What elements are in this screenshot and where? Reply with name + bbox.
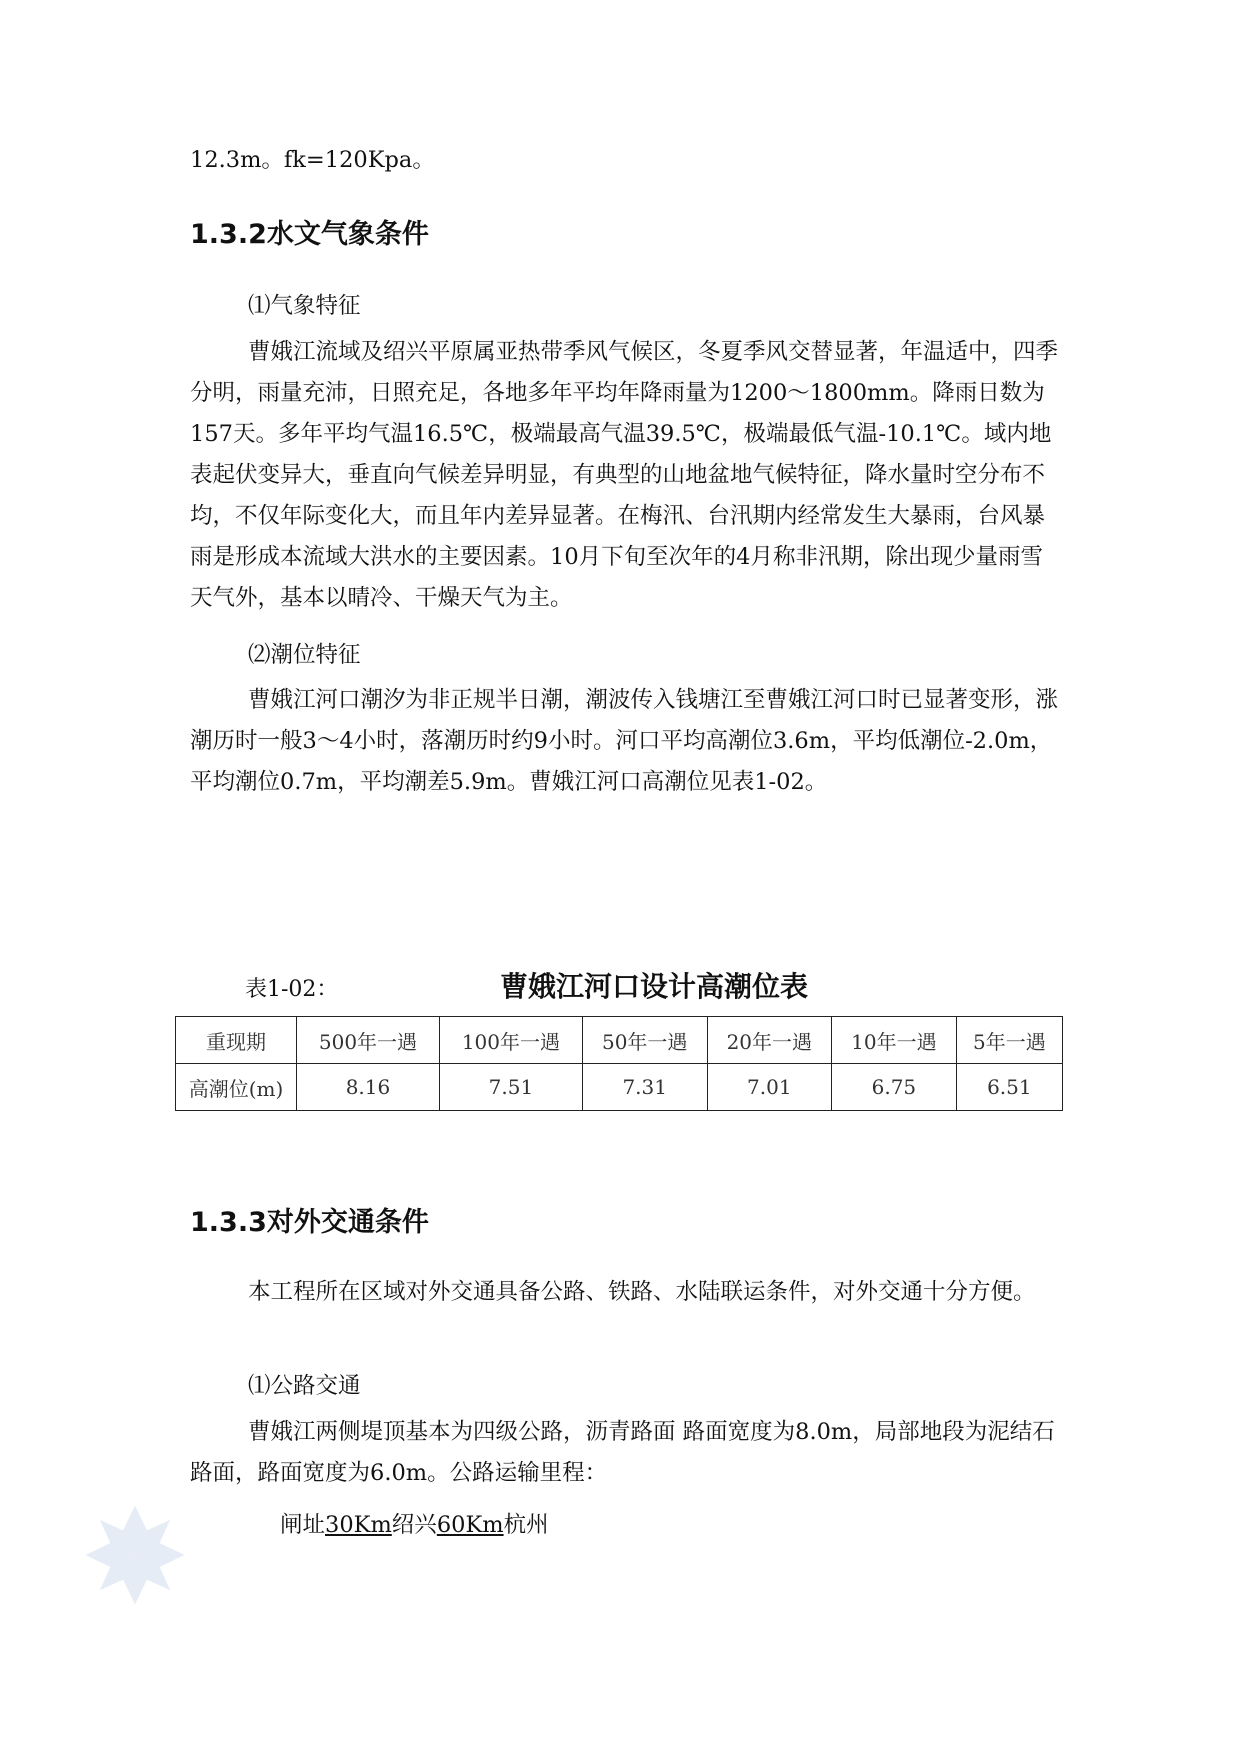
table-cell: 5年一遇: [956, 1017, 1062, 1064]
table-cell: 8.16: [297, 1064, 440, 1111]
snowflake-watermark-icon: [80, 1500, 190, 1610]
table-cell: 6.51: [956, 1064, 1062, 1111]
table-cell: 10年一遇: [832, 1017, 957, 1064]
paragraph-road: 曹娥江两侧堤顶基本为四级公路，沥青路面 路面宽度为8.0m，局部地段为泥结石路面，路面宽度为6.0m。公路运输里程：: [190, 1419, 1055, 1486]
subheading-meteorology: ⑴气象特征: [248, 293, 361, 319]
table-cell: 20年一遇: [707, 1017, 832, 1064]
table-title: 曹娥江河口设计高潮位表: [500, 970, 809, 1003]
subheading-tide: ⑵潮位特征: [248, 642, 361, 668]
table-header-row: [176, 1017, 1063, 1064]
route-end: 杭州: [503, 1512, 549, 1538]
table-cell: 7.31: [582, 1064, 707, 1111]
section-heading-1-3-3: 1.3.3对外交通条件: [190, 1207, 429, 1238]
table-cell: 重现期: [176, 1017, 297, 1064]
table-cell: 7.51: [439, 1064, 582, 1111]
table-cell: 50年一遇: [582, 1017, 707, 1064]
table-label: 表1-02：: [245, 977, 339, 1002]
paragraph-tide: 曹娥江河口潮汐为非正规半日潮，潮波传入钱塘江至曹娥江河口时已显著变形，涨潮历时一般3～4小时，落潮历时约9小时。河口平均高潮位3.6m，平均低潮位-2.0m，平均潮位0.7m，平均潮差5.9m。曹娥江河口高潮位见表1-02。: [190, 687, 1059, 795]
table-cell: 高潮位(m): [176, 1064, 297, 1111]
paragraph-transport: 本工程所在区域对外交通具备公路、铁路、水陆联运条件，对外交通十分方便。: [248, 1279, 1036, 1305]
table-cell: 6.75: [832, 1064, 957, 1111]
table-cell: 500年一遇: [297, 1017, 440, 1064]
top-line: 12.3m。fk=120Kpa。: [190, 147, 435, 173]
table-cell: 7.01: [707, 1064, 832, 1111]
tide-level-table: [175, 1016, 1063, 1111]
table-cell: 100年一遇: [439, 1017, 582, 1064]
route-distance-2: 60Km: [436, 1512, 504, 1538]
route-start: 闸址: [280, 1512, 326, 1538]
section-heading-1-3-2: 1.3.2水文气象条件: [190, 219, 429, 250]
paragraph-meteorology: 曹娥江流域及绍兴平原属亚热带季风气候区，冬夏季风交替显著，年温适中，四季分明，雨量充沛，日照充足，各地多年平均年降雨量为1200～1800mm。降雨日数为157天。多年平均气温16.5℃，极端最高气温39.5℃，极端最低气温-10.1℃。域内地表起伏变异大，垂直向气候差异明显，有典型的山地盆地气候特征，降水量时空分布不均，不仅年际变化大，而且年内差异显著。在梅汛、台汛期内经常发生大暴雨，台风暴雨是形成本流域大洪水的主要因素。10月下旬至次年的4月称非汛期，除出现少量雨雪天气外，基本以晴冷、干燥天气为主。: [190, 339, 1059, 611]
route-line: [280, 1505, 1150, 1546]
table-row: [176, 1064, 1063, 1111]
subheading-road: ⑴公路交通: [248, 1373, 361, 1399]
route-mid: 绍兴: [391, 1512, 437, 1538]
route-distance-1: 30Km: [325, 1512, 392, 1538]
